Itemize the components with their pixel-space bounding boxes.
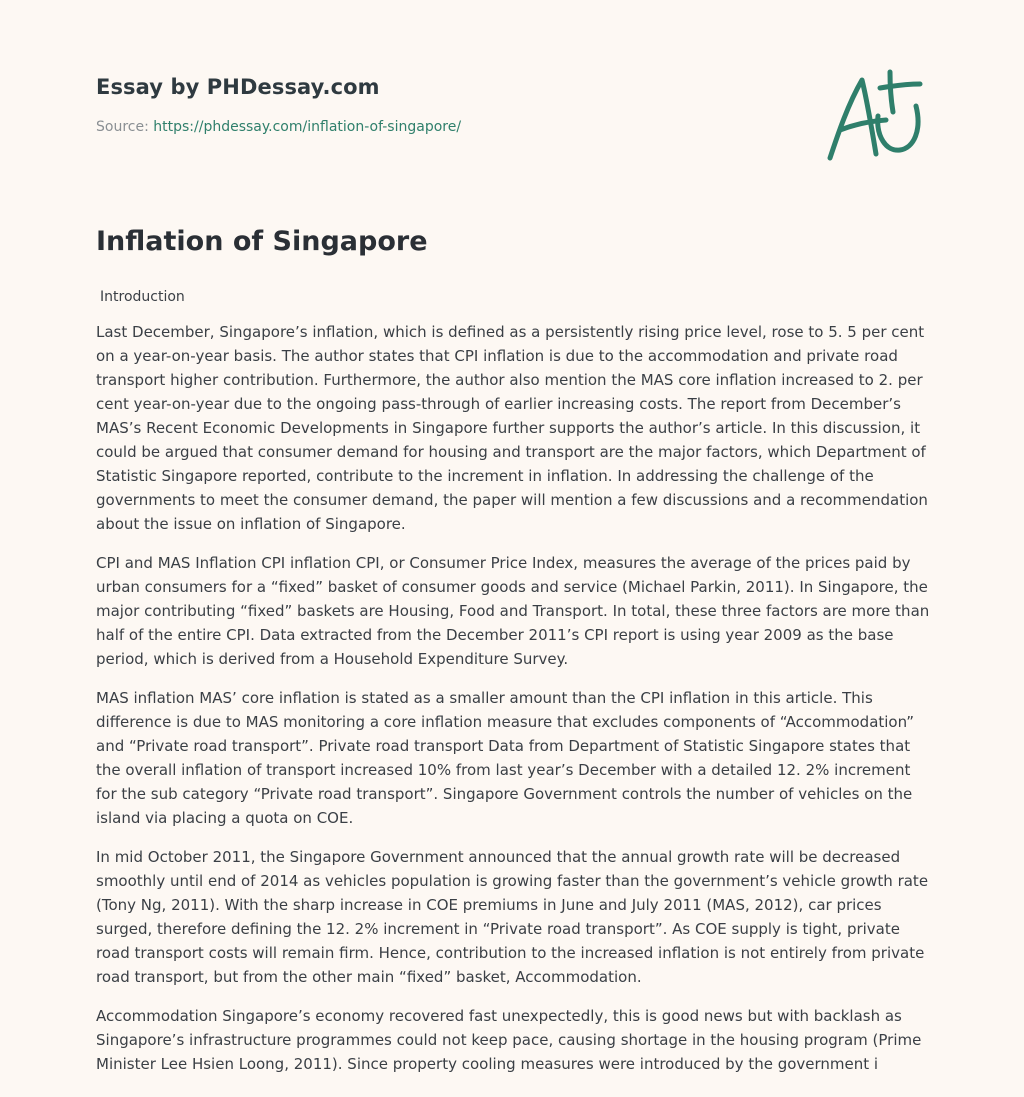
paragraph: Accommodation Singapore’s economy recovered fast unexpectedly, this is good news but with backlash as Singapore’s infrastructure programmes could not keep pace, causing shortage in the housing program (Prime Minister Lee Hsien Loong, 2011). Since property cooling measures were introduced by the government i xyxy=(96,1007,922,1073)
source-line xyxy=(96,119,936,135)
intro-heading: Introduction xyxy=(100,289,185,305)
a-plus-logo-icon xyxy=(820,66,930,166)
source-label: Source: xyxy=(96,119,149,135)
paragraph: CPI and MAS Inflation CPI inflation CPI, or Consumer Price Index, measures the average of the prices paid by urban consumers for a “fixed” basket of consumer goods and service (Michael Parkin, 2011). In Singapore, the major contributing “fixed” baskets are Housing, Food and Transport. In total, these three factors are more than half of the entire CPI. Data extracted from the December 2011’s CPI report is using year 2009 as the base period, which is derived from a Household Expenditure Survey. xyxy=(96,554,930,668)
paragraph: MAS inflation MAS’ core inflation is stated as a smaller amount than the CPI inflation in this article. This difference is due to MAS monitoring a core inflation measure that excludes components of “Accommodation” and “Private road transport”. Private road transport Data from Department of Statistic Singapore states that the overall inflation of transport increased 10% from last year’s December with a detailed 12. 2% increment for the sub category “Private road transport”. Singapore Government controls the number of vehicles on the island via placing a quota on COE. xyxy=(96,689,915,827)
essay-body xyxy=(96,287,932,1091)
paragraph: In mid October 2011, the Singapore Government announced that the annual growth rate will be decreased smoothly until end of 2014 as vehicles population is growing faster than the government’s vehicle growth rate (Tony Ng, 2011). With the sharp increase in COE premiums in June and July 2011 (MAS, 2012), car prices surged, therefore defining the 12. 2% increment in “Private road transport”. As COE supply is tight, private road transport costs will remain firm. Hence, contribution to the increased inflation is not entirely from private road transport, but from the other main “fixed” basket, Accommodation. xyxy=(96,848,929,986)
brand-title: Essay by PHDessay.com xyxy=(96,75,380,99)
essay-title: Inflation of Singapore xyxy=(96,226,428,257)
source-link[interactable]: https://phdessay.com/inflation-of-singapore/ xyxy=(153,119,462,135)
paragraph: Last December, Singapore’s inflation, which is defined as a persistently rising price level, rose to 5. 5 per cent on a year-on-year basis. The author states that CPI inflation is due to the accommodation and private road transport higher contribution. Furthermore, the author also mention the MAS core inflation increased to 2. per cent year-on-year due to the ongoing pass-through of earlier increasing costs. The report from December’s MAS’s Recent Economic Developments in Singapore further supports the author’s article. In this discussion, it could be argued that consumer demand for housing and transport are the major factors, which Department of Statistic Singapore reported, contribute to the increment in inflation. In addressing the challenge of the governments to meet the consumer demand, the paper will mention a few discussions and a recommendation about the issue on inflation of Singapore. xyxy=(96,323,928,533)
essay-header xyxy=(96,75,936,135)
